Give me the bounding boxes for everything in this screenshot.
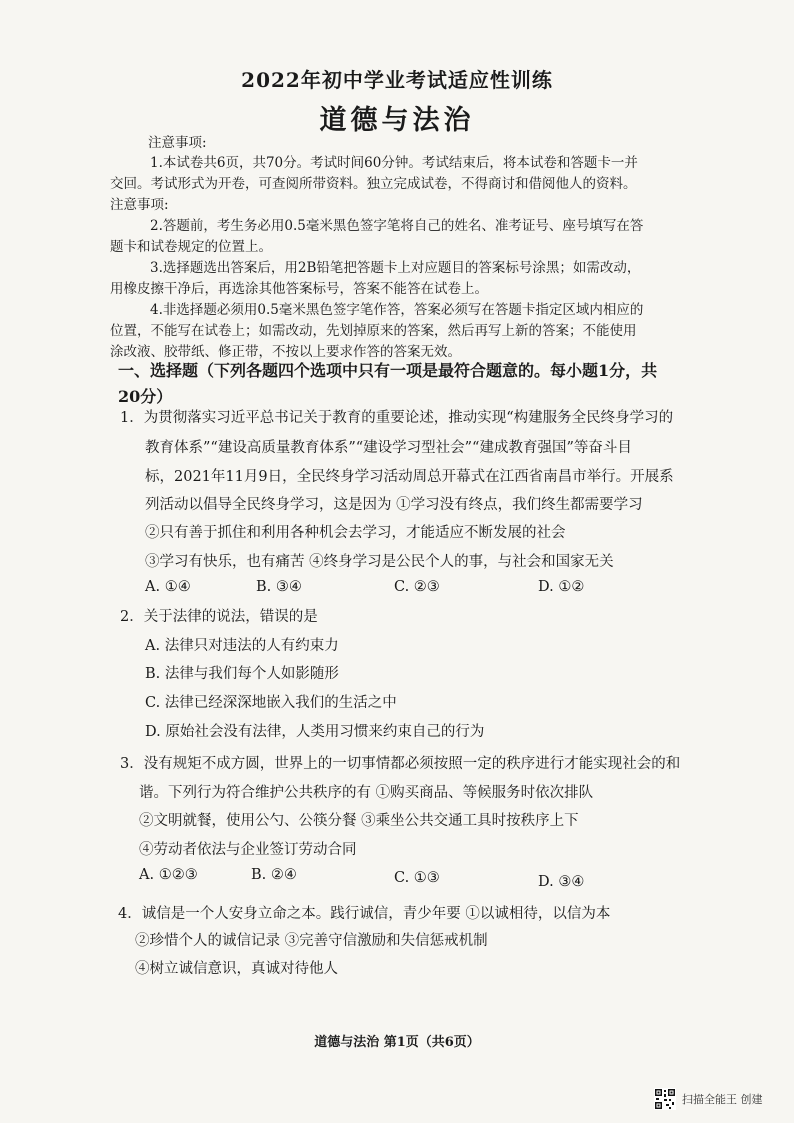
question-3-line-2: 谐。下列行为符合维护公共秩序的有 ①购买商品、等候服务时依次排队 xyxy=(139,785,594,801)
question-3-option-b: B. ②④ xyxy=(251,867,297,883)
question-4-line-2: ②珍惜个人的诚信记录 ③完善守信激励和失信惩戒机制 xyxy=(135,933,488,949)
question-2-option-a: A. 法律只对违法的人有约束力 xyxy=(145,638,339,654)
notice-item-4-line-1: 4.非选择题必须用0.5毫米黑色签字笔作答，答案必须写在答题卡指定区域内相应的 xyxy=(150,302,644,318)
question-1-line-3: 标，2021年11月9日，全民终身学习活动周总开幕式在江西省南昌市举行。开展系 xyxy=(145,469,674,485)
question-1-option-b: B. ③④ xyxy=(256,579,302,595)
question-1-option-c: C. ②③ xyxy=(394,579,440,595)
notice-item-2-line-2: 题卡和试卷规定的位置上。 xyxy=(110,239,272,255)
question-1-option-a: A. ①④ xyxy=(145,579,191,595)
notice-item-3-line-1: 3.选择题选出答案后，用2B铅笔把答题卡上对应题目的答案标号涂黑；如需改动， xyxy=(150,260,641,276)
question-3-option-d: D. ③④ xyxy=(538,874,585,890)
question-3-line-1: 3．没有规矩不成方圆，世界上的一切事情都必须按照一定的秩序进行才能实现社会的和 xyxy=(120,756,681,772)
question-4-line-3: ④树立诚信意识，真诚对待他人 xyxy=(135,961,338,977)
question-1-option-d: D. ①② xyxy=(538,579,585,595)
qr-code-icon xyxy=(654,1088,676,1110)
watermark-text: 扫描全能王 创建 xyxy=(682,1093,763,1106)
question-2-line-1: 2．关于法律的说法，错误的是 xyxy=(120,609,318,625)
section-heading-line-2: 20分） xyxy=(118,387,173,406)
notice-item-1-line-2: 交回。考试形式为开卷，可查阅所带资料。独立完成试卷，不得商讨和借阅他人的资料。 xyxy=(110,176,637,192)
section-heading-line-1: 一、选择题（下列各题四个选项中只有一项是最符合题意的。每小题1分，共 xyxy=(118,361,658,380)
question-3-line-3: ②文明就餐，使用公勺、公筷分餐 ③乘坐公共交通工具时按秩序上下 xyxy=(139,813,579,829)
notice-item-4-line-3: 涂改液、胶带纸、修正带，不按以上要求作答的答案无效。 xyxy=(110,344,461,360)
notice-item-1-line-1: 1.本试卷共6页，共70分。考试时间60分钟。考试结束后，将本试卷和答题卡一并 xyxy=(150,155,638,171)
question-1-line-5: ②只有善于抓住和利用各种机会去学习，才能适应不断发展的社会 xyxy=(145,525,566,541)
question-2-option-d: D. 原始社会没有法律，人类用习惯来约束自己的行为 xyxy=(145,724,485,740)
question-1-line-1: 1．为贯彻落实习近平总书记关于教育的重要论述，推动实现“构建服务全民终身学习的 xyxy=(120,410,674,426)
question-1-line-2: 教育体系”“建设高质量教育体系”“建设学习型社会”“建成教育强国”等奋斗目 xyxy=(145,440,632,456)
exam-title: 2022年初中学业考试适应性训练 xyxy=(241,68,553,92)
section-heading xyxy=(118,358,698,410)
question-2-option-b: B. 法律与我们每个人如影随形 xyxy=(145,666,339,682)
question-1-line-6: ③学习有快乐，也有痛苦 ④终身学习是公民个人的事，与社会和国家无关 xyxy=(145,554,614,570)
question-3-line-4: ④劳动者依法与企业签订劳动合同 xyxy=(139,842,357,858)
question-4-line-1: 4．诚信是一个人安身立命之本。践行诚信，青少年要 ①以诚相待，以信为本 xyxy=(118,906,611,922)
question-2-option-c: C. 法律已经深深地嵌入我们的生活之中 xyxy=(145,695,397,711)
notice-heading-2: 注意事项: xyxy=(110,197,169,213)
notice-heading: 注意事项: xyxy=(148,135,207,151)
notice-item-3-line-2: 用橡皮擦干净后，再选涂其他答案标号，答案不能答在试卷上。 xyxy=(110,281,488,297)
question-1-line-4: 列活动以倡导全民终身学习，这是因为 ①学习没有终点，我们终生都需要学习 xyxy=(145,497,643,513)
question-3-option-a: A. ①②③ xyxy=(139,867,198,883)
question-3-option-c: C. ①③ xyxy=(394,870,440,886)
page-footer: 道德与法治 第1页（共6页） xyxy=(314,1035,480,1050)
notice-item-4-line-2: 位置，不能写在试卷上；如需改动，先划掉原来的答案，然后再写上新的答案；不能使用 xyxy=(110,323,637,339)
scanner-watermark xyxy=(654,1087,784,1111)
subject-title: 道德与法治 xyxy=(319,105,475,136)
notice-item-2-line-1: 2.答题前，考生务必用0.5毫米黑色签字笔将自己的姓名、准考证号、座号填写在答 xyxy=(150,218,644,234)
